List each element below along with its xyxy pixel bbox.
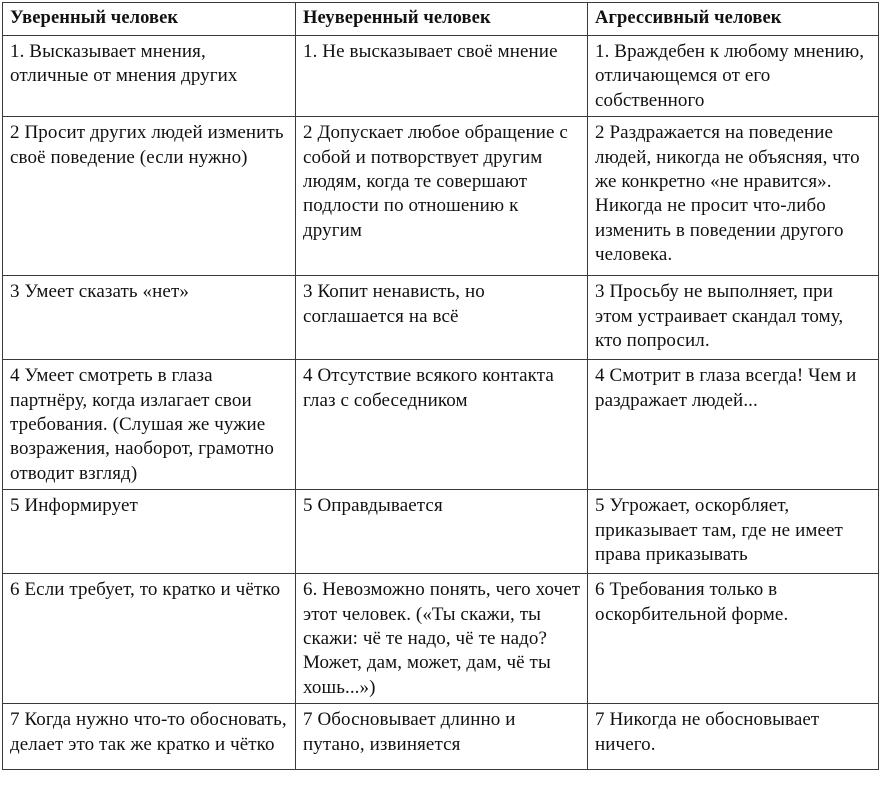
table-row — [3, 276, 879, 360]
table-row — [3, 36, 879, 117]
header-insecure: Неуверенный человек — [296, 3, 588, 36]
cell-confident: 2 Просит других людей изменить своё поведение (если нужно) — [3, 117, 296, 276]
cell-aggressive: 4 Смотрит в глаза всегда! Чем и раздражает людей... — [588, 360, 879, 490]
cell-confident: 1. Высказывает мнения, отличные от мнения других — [3, 36, 296, 117]
cell-confident: 5 Информирует — [3, 490, 296, 574]
cell-insecure: 2 Допускает любое обращение с собой и потворствует другим людям, когда те совершают подлости по отношению к другим — [296, 117, 588, 276]
cell-aggressive: 2 Раздражается на поведение людей, никогда не объясняя, что же конкретно «не нравится». Никогда не просит что-либо изменить в поведении другого человека. — [588, 117, 879, 276]
cell-confident: 4 Умеет смотреть в глаза партнёру, когда излагает свои требования. (Слушая же чужие возражения, наоборот, грамотно отводит взгляд) — [3, 360, 296, 490]
cell-insecure: 7 Обосновывает длинно и путано, извиняется — [296, 704, 588, 770]
cell-insecure: 5 Оправдывается — [296, 490, 588, 574]
comparison-table — [2, 2, 879, 770]
cell-insecure: 6. Невозможно понять, чего хочет этот человек. («Ты скажи, ты скажи: чё те надо, чё те надо? Может, дам, может, дам, чё ты хошь...») — [296, 574, 588, 704]
cell-aggressive: 6 Требования только в оскорбительной форме. — [588, 574, 879, 704]
cell-insecure: 1. Не высказывает своё мнение — [296, 36, 588, 117]
cell-aggressive: 1. Враждебен к любому мнению, отличающемся от его собственного — [588, 36, 879, 117]
cell-confident: 7 Когда нужно что-то обосновать, делает это так же кратко и чётко — [3, 704, 296, 770]
cell-confident: 3 Умеет сказать «нет» — [3, 276, 296, 360]
table-row — [3, 117, 879, 276]
table-row — [3, 704, 879, 770]
table-row — [3, 490, 879, 574]
cell-insecure: 4 Отсутствие всякого контакта глаз с собеседником — [296, 360, 588, 490]
table-row — [3, 360, 879, 490]
cell-aggressive: 5 Угрожает, оскорбляет, приказывает там, где не имеет права приказывать — [588, 490, 879, 574]
cell-insecure: 3 Копит ненависть, но соглашается на всё — [296, 276, 588, 360]
cell-aggressive: 7 Никогда не обосновывает ничего. — [588, 704, 879, 770]
cell-confident: 6 Если требует, то кратко и чётко — [3, 574, 296, 704]
cell-aggressive: 3 Просьбу не выполняет, при этом устраивает скандал тому, кто попросил. — [588, 276, 879, 360]
table-row — [3, 574, 879, 704]
table-header-row — [3, 3, 879, 36]
header-confident: Уверенный человек — [3, 3, 296, 36]
header-aggressive: Агрессивный человек — [588, 3, 879, 36]
